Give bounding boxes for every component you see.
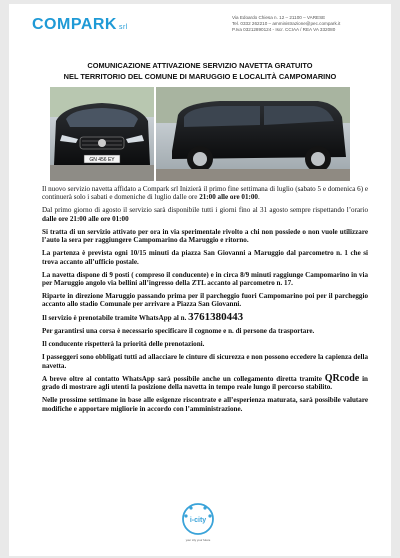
paragraph: Il servizio è prenotabile tramite WhatsApp al n. 3761380443 (42, 311, 244, 324)
document-subtitle: NEL TERRITORIO DEL COMUNE DI MARUGGIO E LOCALITÀ CAMPOMARINO (63, 72, 337, 81)
paragraph: Si tratta di un servizio attivato per ora in via sperimentale rivolto a chi non possiede o non vuole utilizzare l’auto la sera per raggiungere Campomarino da Maruggio e ritorno. (42, 227, 368, 245)
logo-suffix: srl (118, 24, 128, 31)
paragraph: I passeggeri sono obbligati tutti ad allacciare le cinture di sicurezza e non possono eccedere la capienza della navetta. (42, 353, 368, 370)
van-side-photo (156, 87, 350, 181)
van-front-photo (50, 87, 154, 181)
company-logo (32, 16, 128, 34)
address-line: P.Iva 03212890124 - Iscr. CCIAA / REA VA 332080 (232, 26, 336, 32)
document-title: COMUNICAZIONE ATTIVAZIONE SERVIZIO NAVETTA GRATUITO (87, 61, 313, 70)
license-plate: GN 456 EY (89, 157, 115, 163)
seal-caption: your city your future (185, 538, 211, 542)
shuttle-van-photo (50, 87, 350, 181)
paragraph: Riparte in direzione Maruggio passando prima per il parcheggio fuori Campomarino poi per il parcheggio accanto allo stadio Comunale per arrivare a Piazza San Giovanni. (42, 292, 368, 309)
i-city-seal-logo (177, 500, 219, 544)
document-body (42, 185, 368, 418)
paragraph: La partenza è prevista ogni 10/15 minuti da piazza San Giovanni a Maruggio dal parcometro n. 1 che si trova accanto all’ufficio postale. (42, 249, 368, 266)
whatsapp-number: 3761380443 (188, 311, 244, 324)
seal-text: i-city (189, 517, 207, 524)
document-page (9, 4, 391, 556)
paragraph: Per garantirsi una corsa è necessario specificare il cognome e n. di persone da trasportare. (42, 327, 315, 336)
paragraph: Dal primo giorno di agosto il servizio sarà disponibile tutti i giorni fino al 31 agosto sempre rispettando l’orario dalle ore 21:00 alle ore 01:00 (42, 206, 368, 223)
address-line: Tel. 0332 262210 – amministrazione@pec.compark.it (232, 20, 341, 26)
paragraph: Il conducente rispetterà la priorità delle prenotazioni. (42, 340, 205, 349)
paragraph: La navetta dispone di 9 posti ( compreso il conducente) e in circa 8/9 minuti raggiunge Campomarino in via per Maruggio angolo via bellini all’ingresso della ZTL accanto al parcometro n. 17. (42, 270, 368, 288)
logo-text: COMPARK (32, 16, 117, 33)
paragraph: A breve oltre al contatto WhatsApp sarà possibile anche un collegamento diretta tramite QRcode in grado di mostrare agli utenti la posizione della navetta in tempo reale lungo il percorso stabilito. (42, 372, 368, 392)
paragraph: Il nuovo servizio navetta affidato a Compark srl Inizierà il primo fine settimana di luglio (sabato 5 e domenica 6) e continuerà solo i sabati e domeniche di luglio dalle ore 21:00 alle ore 01:00. (42, 185, 368, 202)
company-address (232, 15, 382, 33)
paragraph: Nelle prossime settimane in base alle esigenze riscontrate e all’esperienza maturata, sarà possibile valutare modifiche e apportare migliorie in accordo con l’amministrazione. (42, 396, 368, 413)
address-line: Via Edoardo Chiesa n. 12 – 21100 – VARESE (232, 15, 326, 20)
